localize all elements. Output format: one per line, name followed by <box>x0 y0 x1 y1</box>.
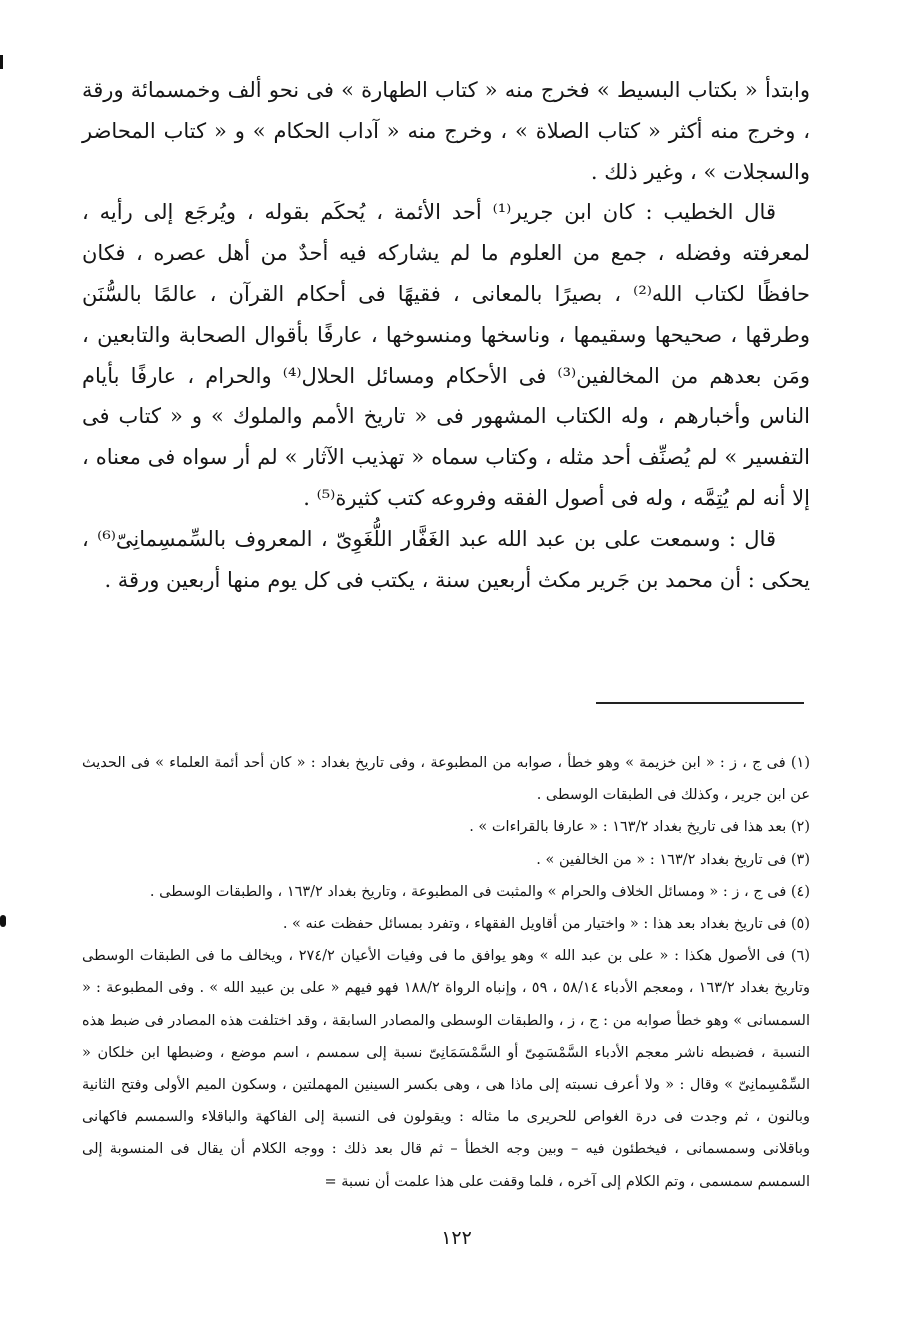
footnote-separator <box>596 702 804 704</box>
footnote-4: (٤) فى ج ، ز : « ومسائل الخلاف والحرام » والمثبت فى المطبوعة ، وتاريخ بغداد ١٦٣/٢ ، والطبقات الوسطى . <box>149 883 810 900</box>
footnote-5: (٥) فى تاريخ بغداد بعد هذا : « واختيار من أقاويل الفقهاء ، وتفرد بمسائل حفظت عنه » . <box>282 916 810 933</box>
paragraph-2: قال الخطيب : كان ابن جرير⁽¹⁾ أحد الأئمة ، يُحكَم بقوله ، ويُرجَع إلى رأيه ، لمعرفته وفضله ، جمع من العلوم ما لم يشاركه فيه أحدٌ من أهل عصره ، فكان حافظًا لكتاب الله⁽²⁾ ، بصيرًا بالمعانى ، فقيهًا فى أحكام القرآن ، عالمًا بالسُّنَن وطرقها ، صحيحها وسقيمها ، وناسخها ومنسوخها ، عارفًا بأقوال الصحابة والتابعين ، ومَن بعدهم من المخالفين⁽³⁾ فى الأحكام ومسائل الحلال⁽⁴⁾ والحرام ، عارفًا بأيام الناس وأخبارهم ، وله الكتاب المشهور فى « تاريخ الأمم والملوك » و « كتاب فى التفسير » لم يُصنِّف أحد مثله ، وكتاب سماه « تهذيب الآثار » لم أر سواه فى معناه ، إلا أنه لم يُتِمَّه ، وله فى أصول الفقه وفروعه كتب كثيرة⁽⁵⁾ . <box>82 200 810 510</box>
footnote-2: (٢) بعد هذا فى تاريخ بغداد ١٦٣/٢ : « عارفا بالقراءات » . <box>469 819 810 836</box>
footnote-6: (٦) فى الأصول هكذا : « على بن عبد الله » وهو يوافق ما فى وفيات الأعيان ٢٧٤/٢ ، ويخالف ما فى الطبقات الوسطى وتاريخ بغداد ١٦٣/٢ ، ومعجم الأدباء ٥٨/١٤ ، ٥٩ ، وإنباه الرواة ١٨٨/٢ فهو فيهم « على بن عبيد الله » . وفى المطبوعة : « السمسانى » وهو خطأ صوابه من : ج ، ز ، والطبقات الوسطى والمصادر السابقة ، وقد اختلفت هذه المصادر فى ضبط هذه النسبة ، فضبطه ناشر معجم الأدباء السَّمْسَمِىّ أو السَّمْسَمَانِىّ نسبة إلى سمسم ، اسم موضع ، وضبطها ابن خلكان « السِّمْسِمانِىّ » وقال : « ولا أعرف نسبته إلى ماذا هى ، وهى بكسر السينين المهملتين ، وسكون الميم الأولى وفتح الثانية وبالنون ، ثم وجدت فى درة الغواص للحريرى ما مثاله : ويقولون فى النسبة إلى الفاكهة والباقلاء والسمسم فاكهانى وباقلانى وسمسمانى ، فيخطئون فيه – وبين وجه الخطأ – ثم قال بعد ذلك : ووجه الكلام أن يقال فى المنسوبة إلى السمسم سمسمى ، وتم الكلام إلى آخره ، فلما وقفت على هذا علمت أن نسبة = <box>82 948 811 1190</box>
footnote-1: (١) فى ج ، ز : « ابن خزيمة » وهو خطأ ، صوابه من المطبوعة ، وفى تاريخ بغداد : « كان أحد أئمة العلماء » فى الحديث عن ابن جرير ، وكذلك فى الطبقات الوسطى . <box>82 755 810 804</box>
paragraph-3: قال : وسمعت على بن عبد الله عبد الغَفَّار اللُّغَوِىّ ، المعروف بالسِّمسِمانِىّ⁽⁶⁾ ، يحكى : أن محمد بن جَرير مكث أربعين سنة ، يكتب فى كل يوم منها أربعين ورقة . <box>82 526 810 592</box>
footnotes <box>82 747 810 1198</box>
edge-mark <box>0 55 3 69</box>
footnote-3: (٣) فى تاريخ بغداد ١٦٣/٢ : « من الخالفين » . <box>536 851 810 868</box>
page-number: ١٢٢ <box>441 1227 472 1249</box>
edge-dot <box>0 915 6 927</box>
main-text <box>82 70 810 600</box>
paragraph-1: وابتدأ « بكتاب البسيط » فخرج منه « كتاب الطهارة » فى نحو ألف وخمسمائة ورقة ، وخرج منه أكثر « كتاب الصلاة » ، وخرج منه « آداب الحكام » و « كتاب المحاضر والسجلات » ، وغير ذلك . <box>82 78 810 184</box>
